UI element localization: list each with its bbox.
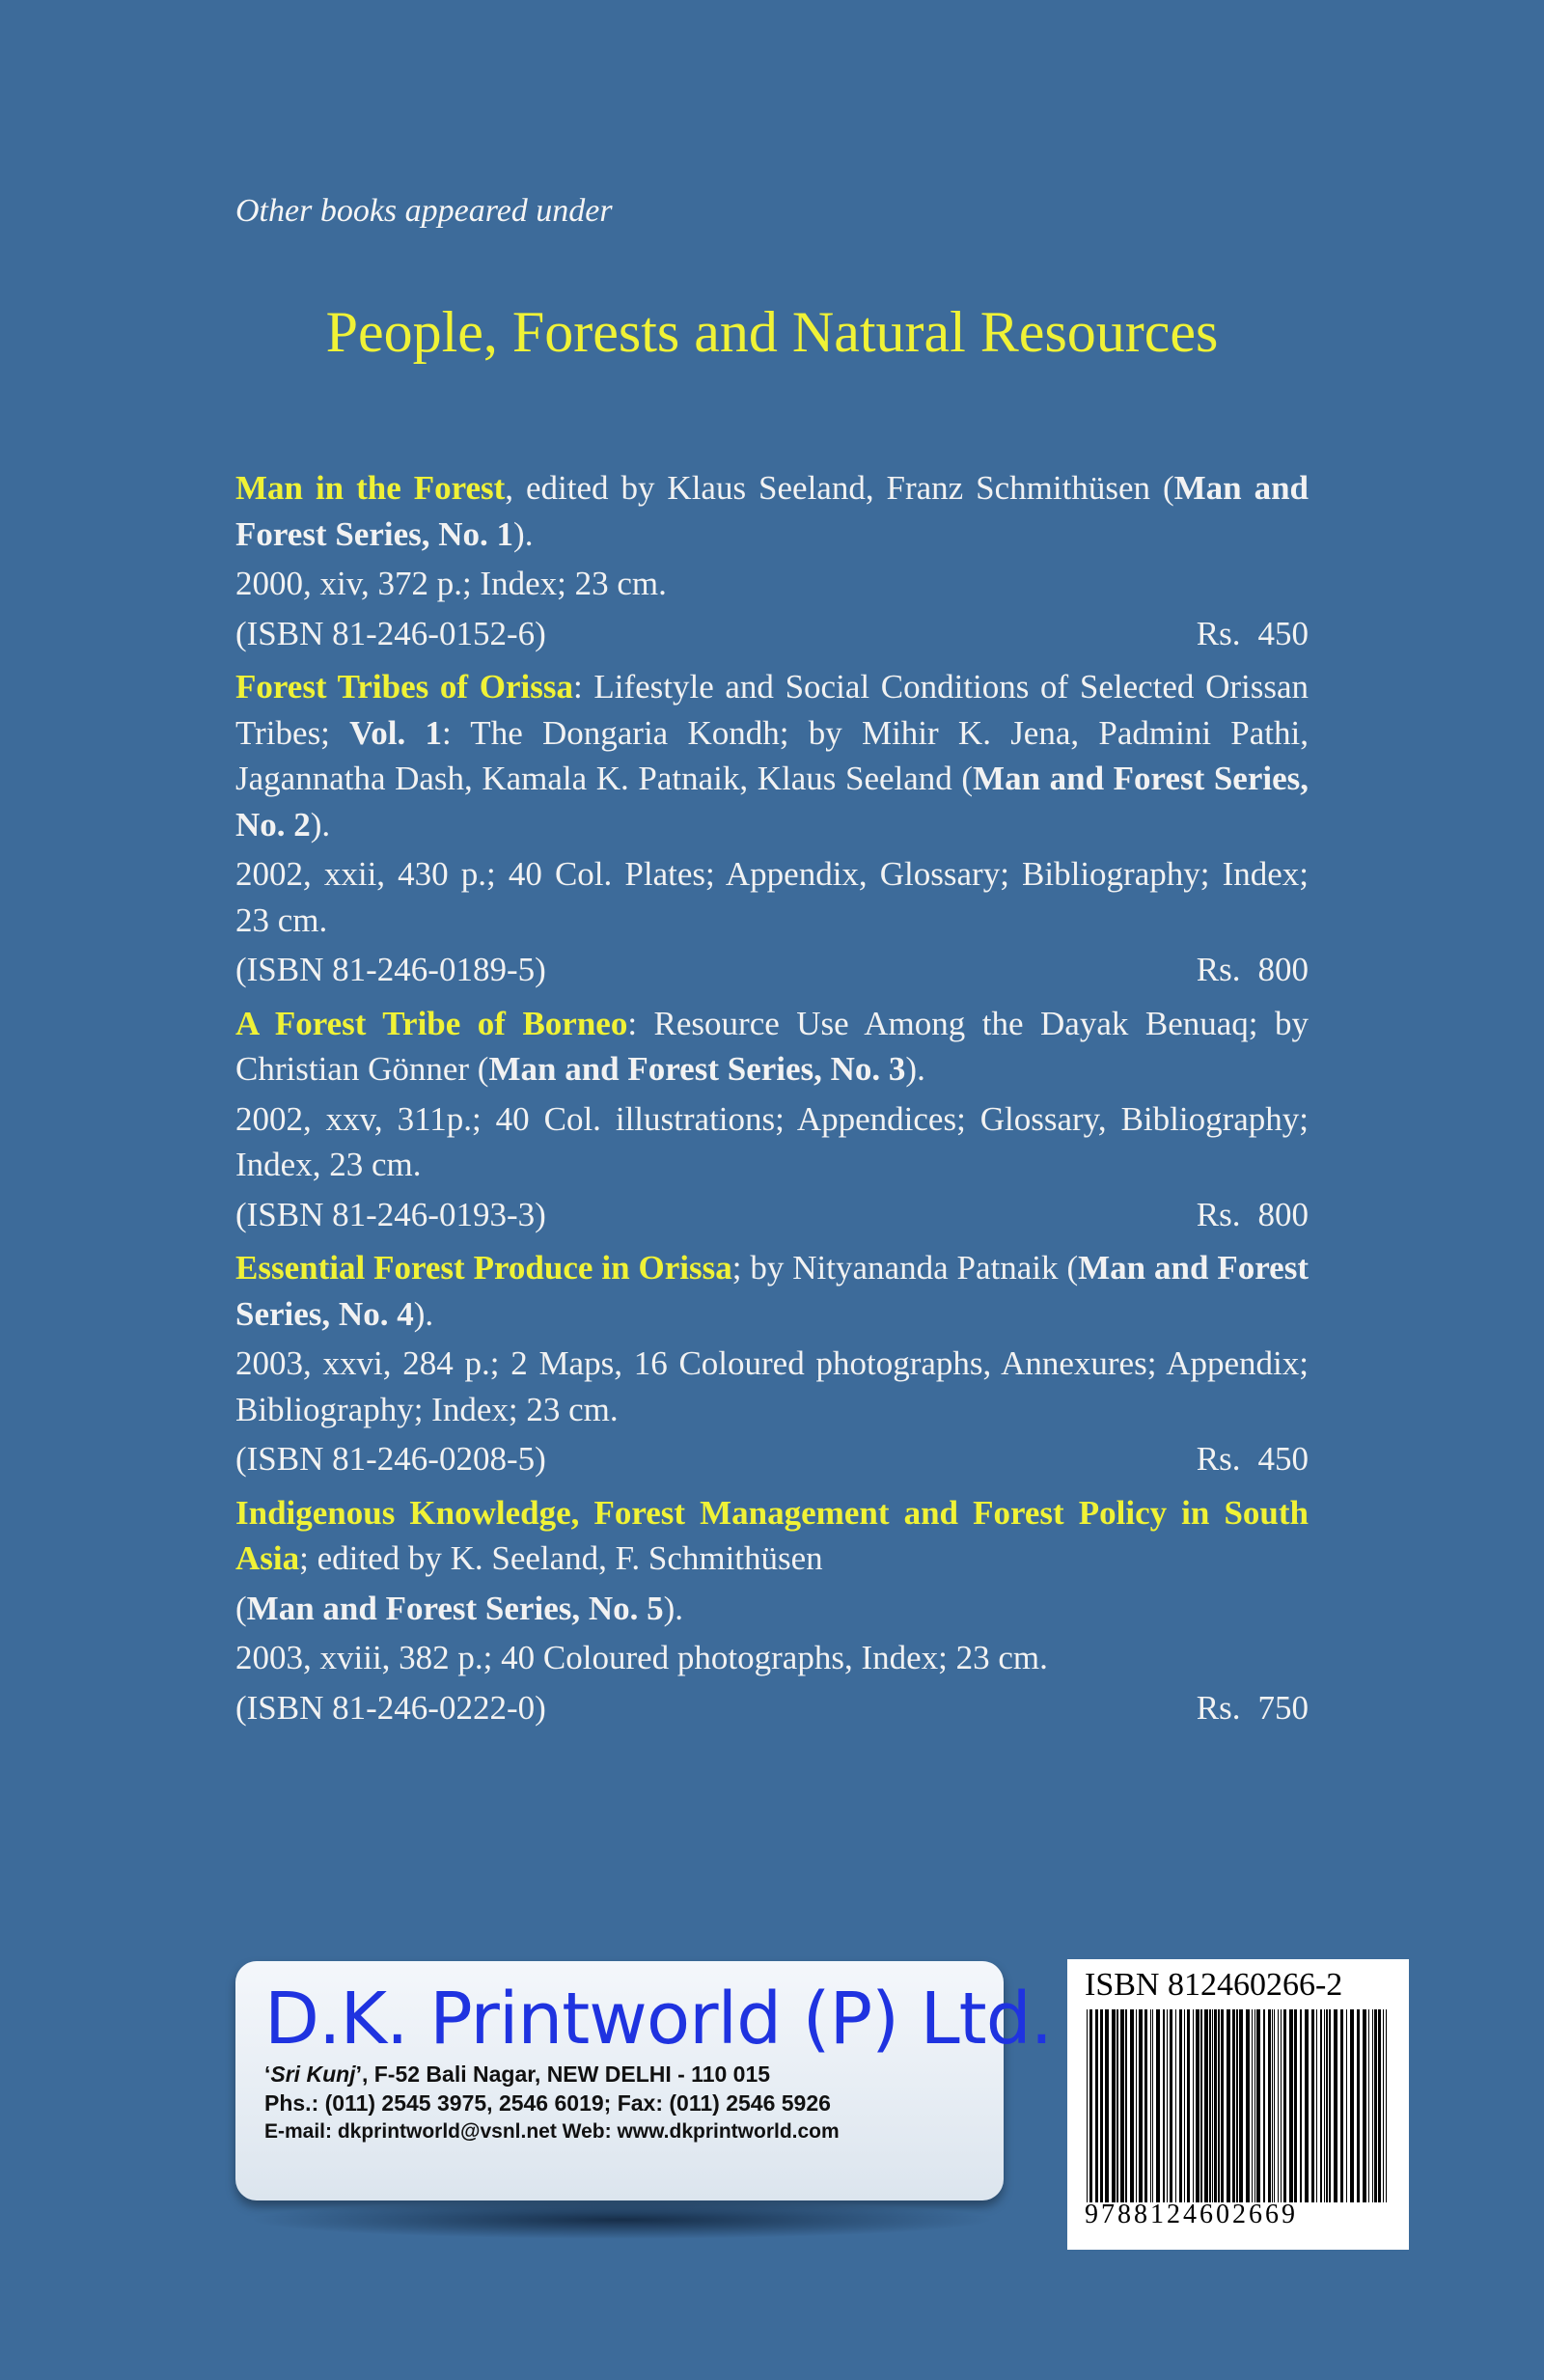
barcode-bar — [1120, 2009, 1124, 2202]
isbn-row — [235, 1192, 1309, 1238]
series-name: Man and Forest Series, No. 3 — [488, 1050, 906, 1088]
book-entry — [235, 1490, 1309, 1731]
barcode-bar — [1130, 2009, 1134, 2202]
book-desc-text: ). — [663, 1589, 684, 1627]
currency: Rs. — [1196, 951, 1241, 988]
book-description — [235, 664, 1309, 847]
quote-mark: ‘ — [264, 2062, 271, 2087]
barcode-bar — [1184, 2009, 1185, 2202]
barcode-bar — [1221, 2009, 1224, 2202]
book-details: 2000, xiv, 372 p.; Index; 23 cm. — [235, 565, 667, 602]
publisher-contact: E-mail: dkprintworld@vsnl.net Web: www.dkprintworld.com — [264, 2120, 840, 2143]
volume-label: Vol. 1 — [349, 713, 442, 752]
barcode-bar — [1209, 2009, 1211, 2202]
currency: Rs. — [1196, 1688, 1241, 1727]
barcode-bar — [1193, 2009, 1194, 2202]
barcode-bar — [1324, 2009, 1325, 2202]
book-title: Essential Forest Produce in Orissa — [235, 1249, 732, 1287]
publisher-box — [235, 1961, 1053, 2200]
price-value: 750 — [1257, 1688, 1309, 1727]
book-description — [235, 1001, 1309, 1093]
book-desc-text: ). — [513, 514, 534, 553]
barcode-bar — [1289, 2009, 1293, 2202]
book-description — [235, 465, 1309, 557]
publisher-name: D.K. Printworld (P) Ltd. — [264, 1978, 1053, 2061]
address-rest: , F-52 Bali Nagar, NEW DELHI - 110 015 — [361, 2062, 771, 2087]
currency: Rs. — [1196, 1440, 1241, 1478]
book-details: 2003, xxvi, 284 p.; 2 Maps, 16 Coloured photographs, Annexures; Appendix; Bibliography; Index; 23 cm. — [235, 1344, 1309, 1428]
barcode-bar — [1334, 2009, 1337, 2202]
barcode-bar — [1236, 2009, 1238, 2202]
book-details: 2002, xxv, 311p.; 40 Col. illustrations; Appendices; Glossary, Bibliography; Index, 23 cm. — [235, 1099, 1309, 1183]
currency: Rs. — [1196, 614, 1241, 652]
barcode-bar — [1200, 2009, 1202, 2202]
book-desc-text: ). — [413, 1294, 434, 1333]
barcode-bar — [1254, 2009, 1255, 2202]
barcode-bar — [1170, 2009, 1172, 2202]
barcode-bar — [1212, 2009, 1213, 2202]
series-name: Man and Forest Series, No. 1 — [235, 469, 1309, 553]
book-desc-text: ( — [235, 1589, 247, 1627]
barcode-bar — [1256, 2009, 1260, 2202]
book-desc-text: ). — [310, 805, 331, 844]
barcode-digits: 9788124602669 — [1085, 2200, 1298, 2229]
barcode-bar — [1152, 2009, 1153, 2202]
barcode-bar — [1112, 2009, 1116, 2202]
barcode-bar — [1167, 2009, 1168, 2202]
intro-text: Other books appeared under — [235, 193, 613, 229]
book-price — [1197, 1436, 1309, 1482]
barcode-bar — [1175, 2009, 1176, 2202]
book-desc-text: : The Dongaria Kondh; by Mihir K. Jena, Padmini Pathi, Jagannatha Dash, Kamala K. Patnaik, Klaus Seeland ( — [235, 713, 1309, 797]
barcode-bar — [1100, 2009, 1103, 2202]
barcode-bar — [1246, 2009, 1250, 2202]
address-name: Sri Kunj — [270, 2062, 356, 2087]
barcode-bar — [1378, 2009, 1381, 2202]
book-isbn: (ISBN 81-246-0189-5) — [235, 951, 546, 988]
barcode-bar — [1329, 2009, 1331, 2202]
barcode-bar — [1294, 2009, 1297, 2202]
book-entry — [235, 664, 1309, 993]
book-details: 2002, xxii, 430 p.; 40 Col. Plates; Appendix, Glossary; Bibliography; Index; 23 cm. — [235, 855, 1309, 939]
barcode-bar — [1252, 2009, 1253, 2202]
book-entry — [235, 1245, 1309, 1482]
barcode-bar — [1087, 2009, 1088, 2202]
barcode-bar — [1144, 2009, 1147, 2202]
book-isbn: (ISBN 81-246-0193-3) — [235, 1195, 546, 1233]
book-price — [1197, 1192, 1309, 1238]
barcode-bar — [1163, 2009, 1165, 2202]
barcode-bar — [1218, 2009, 1220, 2202]
book-title: Man in the Forest — [235, 469, 506, 507]
publisher-phones: Phs.: (011) 2545 3975, 2546 6019; Fax: (011) 2546 5926 — [264, 2090, 831, 2116]
book-price — [1197, 611, 1309, 657]
price-value: 450 — [1257, 1440, 1309, 1478]
book-desc-text: : Resource Use Among the Dayak Benuaq; by Christian Gönner ( — [235, 1004, 1309, 1088]
barcode-box — [1067, 1959, 1409, 2250]
barcode-bar — [1089, 2009, 1092, 2202]
barcode-bar — [1374, 2009, 1377, 2202]
price-value: 450 — [1257, 614, 1309, 652]
barcode-bar — [1179, 2009, 1182, 2202]
barcode-bar — [1136, 2009, 1137, 2202]
barcode-bar — [1105, 2009, 1109, 2202]
book-isbn: (ISBN 81-246-0152-6) — [235, 614, 546, 652]
barcode-bar — [1232, 2009, 1235, 2202]
barcode-bar — [1305, 2009, 1309, 2202]
book-isbn: (ISBN 81-246-0208-5) — [235, 1440, 546, 1478]
barcode-bar — [1125, 2009, 1127, 2202]
barcode-bar — [1300, 2009, 1302, 2202]
series-name: Man and Forest Series, No. 2 — [235, 760, 1310, 844]
isbn-row — [235, 1436, 1309, 1482]
book-title: A Forest Tribe of Borneo — [235, 1004, 628, 1042]
book-desc-text: ; edited by K. Seeland, F. Schmithüsen — [299, 1539, 823, 1577]
barcode-bar — [1386, 2009, 1387, 2202]
barcode-bar — [1340, 2009, 1343, 2202]
barcode-bar — [1214, 2009, 1217, 2202]
barcode-bar — [1139, 2009, 1143, 2202]
series-name: Man and Forest Series, No. 4 — [235, 1249, 1309, 1333]
barcode-bar — [1326, 2009, 1328, 2202]
book-desc-text: ). — [905, 1050, 925, 1088]
book-title: Forest Tribes of Orissa — [235, 668, 573, 706]
quote-mark: ’ — [355, 2062, 362, 2087]
barcode-bar — [1268, 2009, 1271, 2202]
book-title: Indigenous Knowledge, Forest Management and Forest Policy in South Asia — [235, 1493, 1309, 1577]
barcode-bar — [1156, 2009, 1160, 2202]
barcode-bar — [1316, 2009, 1317, 2202]
series-name: Man and Forest Series, No. 5 — [246, 1589, 664, 1627]
barcode-bar — [1227, 2009, 1230, 2202]
book-series-line — [235, 1586, 1309, 1632]
book-desc-text: , edited by Klaus Seeland, Franz Schmithüsen ( — [505, 469, 1174, 507]
barcode-bar — [1350, 2009, 1354, 2202]
publisher-shadow — [247, 2200, 996, 2239]
barcode-bar — [1196, 2009, 1199, 2202]
book-desc-text: ; by Nityananda Patnaik ( — [731, 1249, 1079, 1287]
book-entry — [235, 465, 1309, 656]
price-value: 800 — [1257, 1195, 1309, 1233]
book-isbn: (ISBN 81-246-0222-0) — [235, 1688, 546, 1727]
barcode-bars — [1085, 2009, 1392, 2202]
barcode-bar — [1095, 2009, 1098, 2202]
isbn-row — [235, 947, 1309, 993]
book-details: 2003, xviii, 382 p.; 40 Coloured photographs, Index; 23 cm. — [235, 1639, 1048, 1676]
book-desc-text: : Lifestyle and Social Conditions of Selected Orissan Tribes; — [235, 668, 1309, 752]
book-description — [235, 1490, 1309, 1582]
barcode-bar — [1204, 2009, 1208, 2202]
barcode-bar — [1357, 2009, 1360, 2202]
publisher-address — [264, 2060, 975, 2089]
series-title: People, Forests and Natural Resources — [325, 300, 1219, 364]
isbn-row — [235, 611, 1309, 657]
barcode-isbn-text: ISBN 812460266-2 — [1085, 1967, 1343, 2003]
book-list — [235, 465, 1309, 1738]
barcode-bar — [1363, 2009, 1366, 2202]
barcode-bar — [1372, 2009, 1373, 2202]
book-entry — [235, 1001, 1309, 1238]
barcode-bar — [1239, 2009, 1243, 2202]
barcode-bar — [1283, 2009, 1286, 2202]
barcode-bar — [1274, 2009, 1275, 2202]
currency: Rs. — [1196, 1195, 1241, 1233]
barcode-bar — [1117, 2009, 1118, 2202]
barcode-bar — [1278, 2009, 1279, 2202]
book-price — [1197, 947, 1309, 993]
barcode-bar — [1346, 2009, 1347, 2202]
barcode-bar — [1187, 2009, 1190, 2202]
book-description — [235, 1245, 1309, 1337]
barcode-bar — [1281, 2009, 1282, 2202]
barcode-bar — [1263, 2009, 1265, 2202]
price-value: 800 — [1257, 951, 1309, 988]
barcode-bar — [1383, 2009, 1384, 2202]
barcode-bar — [1368, 2009, 1369, 2202]
barcode-bar — [1150, 2009, 1151, 2202]
barcode-bar — [1320, 2009, 1322, 2202]
barcode-bar — [1311, 2009, 1314, 2202]
isbn-row — [235, 1685, 1309, 1731]
barcode-bar — [1272, 2009, 1273, 2202]
book-price — [1197, 1685, 1309, 1731]
